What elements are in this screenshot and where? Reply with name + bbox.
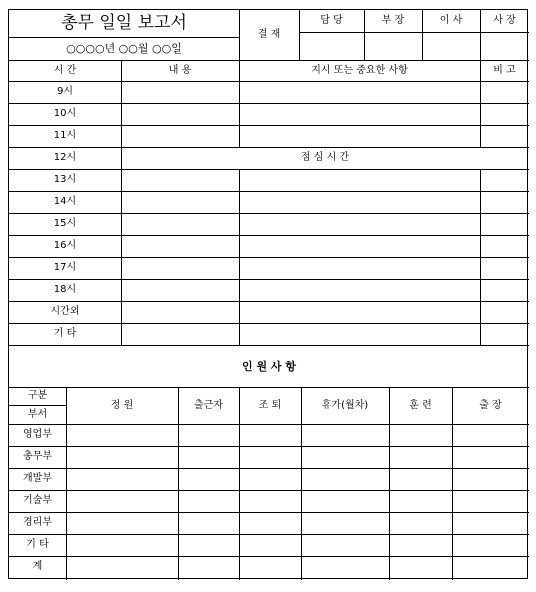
- divider: [239, 169, 240, 345]
- divider: [9, 468, 529, 469]
- approver-staff-label: 담 당: [320, 15, 343, 26]
- divider: [480, 60, 481, 147]
- col-business-trip-header: 출 장: [479, 399, 502, 411]
- divider: [480, 169, 481, 345]
- time-cell-15: 15시: [53, 218, 77, 229]
- remarks-header: 비 고: [493, 64, 516, 76]
- col-attendance-header: 출근자: [194, 399, 223, 411]
- col-quota-header: 정 원: [110, 399, 134, 411]
- corner-department-label: 부서: [27, 408, 48, 420]
- divider: [299, 32, 529, 33]
- time-cell-17: 17시: [53, 262, 77, 273]
- dept-other: 기 타: [26, 539, 49, 550]
- dept-sales: 영업부: [23, 429, 52, 440]
- divider: [389, 387, 390, 580]
- time-cell-other: 기 타: [53, 328, 77, 339]
- divider: [9, 490, 529, 491]
- corner-category-label: 구분: [27, 390, 48, 401]
- content-header: 내 용: [168, 64, 192, 76]
- time-cell-16: 16시: [53, 240, 77, 251]
- divider: [9, 556, 529, 557]
- dept-total: 계: [32, 561, 43, 572]
- approver-director-label: 이 사: [439, 15, 463, 26]
- time-cell-9: 9시: [56, 86, 74, 97]
- time-cell-18: 18시: [53, 284, 77, 295]
- dept-technology: 기술부: [23, 495, 52, 506]
- divider: [121, 60, 122, 345]
- divider: [301, 387, 302, 580]
- col-early-leave-header: 조 퇴: [258, 399, 282, 411]
- dept-general-affairs: 총무부: [23, 451, 52, 462]
- time-header: 시 간: [53, 64, 77, 76]
- divider: [178, 387, 179, 580]
- divider: [239, 60, 240, 147]
- time-cell-12: 12시: [53, 152, 77, 163]
- approval-label: 결 재: [257, 29, 281, 40]
- report-title: 총무 일일 보고서: [61, 13, 187, 33]
- daily-report-form: [8, 9, 528, 579]
- col-vacation-header: 휴가(월차): [321, 399, 369, 411]
- approver-manager-label: 부 장: [381, 15, 405, 26]
- time-cell-14: 14시: [53, 196, 77, 207]
- dept-development: 개발부: [23, 473, 52, 484]
- divider: [9, 534, 529, 535]
- dept-accounting: 경리부: [23, 517, 52, 528]
- time-cell-11: 11시: [53, 130, 77, 141]
- divider: [452, 387, 453, 580]
- time-cell-10: 10시: [53, 108, 77, 119]
- divider: [66, 387, 67, 580]
- divider: [9, 512, 529, 513]
- lunch-time-label: 점 심 시 간: [300, 152, 350, 163]
- divider: [239, 387, 240, 580]
- divider: [9, 446, 529, 447]
- time-cell-overtime: 시간외: [50, 306, 80, 317]
- report-date: ○○○○년 ○○월 ○○일: [66, 42, 182, 55]
- instructions-header: 지시 또는 중요한 사항: [311, 64, 408, 76]
- approver-president-label: 사 장: [493, 15, 516, 26]
- col-training-header: 훈 련: [409, 399, 432, 411]
- personnel-title: 인 원 사 항: [242, 359, 296, 373]
- divider: [9, 424, 529, 425]
- time-cell-13: 13시: [53, 174, 77, 185]
